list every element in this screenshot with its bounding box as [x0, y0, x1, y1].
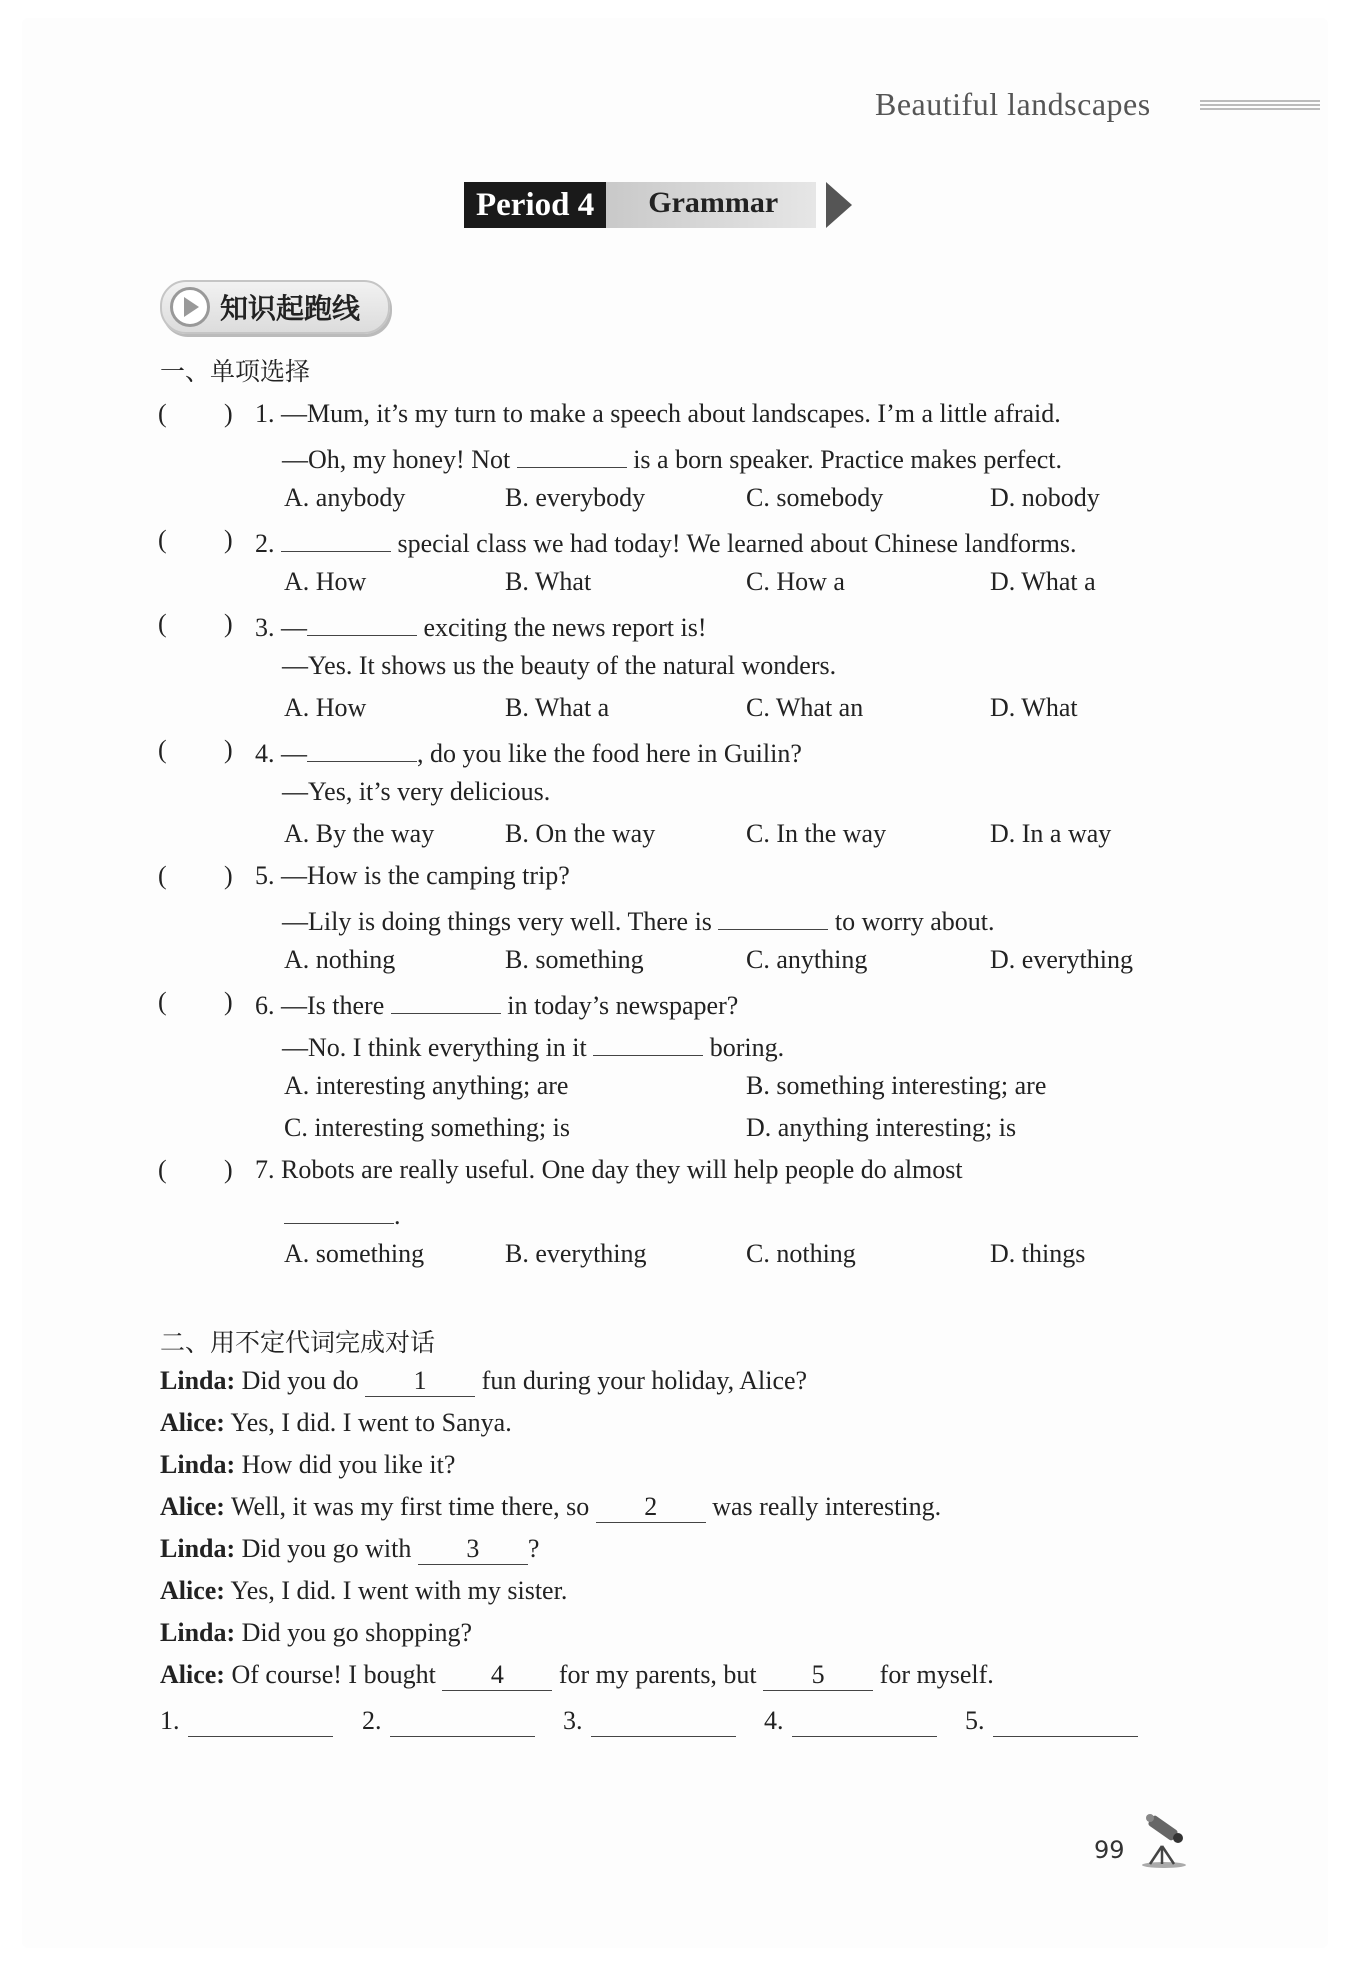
q7-option-c: C. nothing: [746, 1239, 856, 1268]
period-banner: [464, 182, 852, 228]
q7-line1: 7. Robots are really useful. One day they will help people do almost: [255, 1155, 963, 1184]
answer-label-3: 3.: [563, 1706, 583, 1735]
dialogue-line-5: Linda: Did you go with 3 ?: [160, 1534, 540, 1563]
q4-option-c: C. In the way: [746, 819, 887, 848]
play-icon: [170, 287, 210, 327]
q3-blank[interactable]: [307, 609, 417, 636]
answer-bracket-open: (: [158, 987, 167, 1016]
answer-bracket-close: ): [224, 399, 233, 428]
dialogue-line-3: Linda: How did you like it?: [160, 1450, 456, 1479]
answer-bracket-close: ): [224, 525, 233, 554]
answer-bracket-close: ): [224, 861, 233, 890]
dialogue-line-2: Alice: Yes, I did. I went to Sanya.: [160, 1408, 512, 1437]
q7-option-a: A. something: [284, 1239, 425, 1268]
answer-bracket-open: (: [158, 1155, 167, 1184]
q3-option-c: C. What an: [746, 693, 864, 722]
dialogue-line-1: Linda: Did you do 1 fun during your holiday, Alice?: [160, 1366, 808, 1395]
answer-label-5: 5.: [965, 1706, 985, 1735]
answer-field-2[interactable]: [390, 1710, 535, 1737]
chapter-title: Beautiful landscapes: [875, 86, 1151, 122]
answer-bracket-open: (: [158, 399, 167, 428]
q2-line1: 2. special class we had today! We learned about Chinese landforms.: [255, 525, 1076, 559]
q5-line2: —Lily is doing things very well. There is to worry about.: [282, 903, 995, 937]
header-decoration: [1200, 100, 1320, 112]
section-pill: [160, 280, 390, 334]
dialogue-blank-5[interactable]: 5: [763, 1660, 873, 1691]
q6-option-c: C. interesting something; is: [284, 1113, 570, 1142]
answer-bracket-close: ): [224, 609, 233, 638]
period-label: Period 4: [464, 182, 606, 228]
q5-line1: 5. —How is the camping trip?: [255, 861, 570, 890]
q6-option-b: B. something interesting; are: [746, 1071, 1047, 1100]
q7-option-b: B. everything: [505, 1239, 647, 1268]
q1-option-c: C. somebody: [746, 483, 884, 512]
q5-option-b: B. something: [505, 945, 644, 974]
q2-option-d: D. What a: [990, 567, 1096, 596]
answer-field-4[interactable]: [792, 1710, 937, 1737]
q1-line2: —Oh, my honey! Not is a born speaker. Practice makes perfect.: [282, 441, 1062, 475]
q5-option-d: D. everything: [990, 945, 1133, 974]
dialogue-blank-1[interactable]: 1: [365, 1366, 475, 1397]
answer-field-3[interactable]: [591, 1710, 736, 1737]
q1-option-a: A. anybody: [284, 483, 406, 512]
answer-label-1: 1.: [160, 1706, 180, 1735]
q3-option-a: A. How: [284, 693, 367, 722]
q3-line1: 3. — exciting the news report is!: [255, 609, 707, 643]
answer-bracket-close: ): [224, 735, 233, 764]
q1-option-d: D. nobody: [990, 483, 1100, 512]
dialogue-blank-2[interactable]: 2: [596, 1492, 706, 1523]
q2-blank[interactable]: [281, 525, 391, 552]
answer-bracket-open: (: [158, 861, 167, 890]
answer-bracket-close: ): [224, 987, 233, 1016]
answer-label-2: 2.: [362, 1706, 382, 1735]
answer-bracket-open: (: [158, 735, 167, 764]
answer-field-5[interactable]: [993, 1710, 1138, 1737]
part1-heading: 一、单项选择: [160, 357, 311, 386]
part2-heading: 二、用不定代词完成对话: [160, 1328, 436, 1357]
q4-line1: 4. — , do you like the food here in Guilin?: [255, 735, 802, 769]
dialogue-line-4: Alice: Well, it was my first time there, so 2 was really interesting.: [160, 1492, 942, 1521]
answer-label-4: 4.: [764, 1706, 784, 1735]
dialogue-line-7: Linda: Did you go shopping?: [160, 1618, 473, 1647]
section-pill-label: 知识起跑线: [220, 292, 361, 325]
q6-blank-1[interactable]: [391, 987, 501, 1014]
q3-line2: —Yes. It shows us the beauty of the natural wonders.: [282, 651, 837, 680]
q4-blank[interactable]: [307, 735, 417, 762]
q1-blank[interactable]: [517, 441, 627, 468]
q4-option-a: A. By the way: [284, 819, 435, 848]
q3-option-d: D. What: [990, 693, 1078, 722]
q6-option-d: D. anything interesting; is: [746, 1113, 1017, 1142]
q4-option-b: B. On the way: [505, 819, 656, 848]
q5-blank[interactable]: [718, 903, 828, 930]
dialogue-line-6: Alice: Yes, I did. I went with my sister.: [160, 1576, 568, 1605]
q6-blank-2[interactable]: [593, 1029, 703, 1056]
q7-option-d: D. things: [990, 1239, 1086, 1268]
answer-field-1[interactable]: [188, 1710, 333, 1737]
telescope-icon: [1134, 1808, 1192, 1870]
q2-option-b: B. What: [505, 567, 592, 596]
topic-label: Grammar: [606, 182, 816, 228]
q7-line2: .: [284, 1197, 401, 1231]
q2-option-c: C. How a: [746, 567, 845, 596]
answer-bracket-open: (: [158, 525, 167, 554]
answer-bracket-open: (: [158, 609, 167, 638]
q6-line1: 6. —Is there in today’s newspaper?: [255, 987, 738, 1021]
q5-option-c: C. anything: [746, 945, 868, 974]
q1-line1: 1. —Mum, it’s my turn to make a speech about landscapes. I’m a little afraid.: [255, 399, 1061, 428]
q6-option-a: A. interesting anything; are: [284, 1071, 569, 1100]
q6-line2: —No. I think everything in it boring.: [282, 1029, 784, 1063]
dialogue-line-8: Alice: Of course! I bought 4 for my parents, but 5 for myself.: [160, 1660, 994, 1689]
q1-option-b: B. everybody: [505, 483, 646, 512]
page-number: 99: [1094, 1836, 1125, 1864]
q5-option-a: A. nothing: [284, 945, 396, 974]
q4-line2: —Yes, it’s very delicious.: [282, 777, 551, 806]
q7-blank[interactable]: [284, 1197, 394, 1224]
answer-bracket-close: ): [224, 1155, 233, 1184]
arrow-right-icon: [826, 182, 852, 228]
q2-option-a: A. How: [284, 567, 367, 596]
dialogue-blank-3[interactable]: 3: [418, 1534, 528, 1565]
q3-option-b: B. What a: [505, 693, 610, 722]
dialogue-blank-4[interactable]: 4: [442, 1660, 552, 1691]
q4-option-d: D. In a way: [990, 819, 1112, 848]
